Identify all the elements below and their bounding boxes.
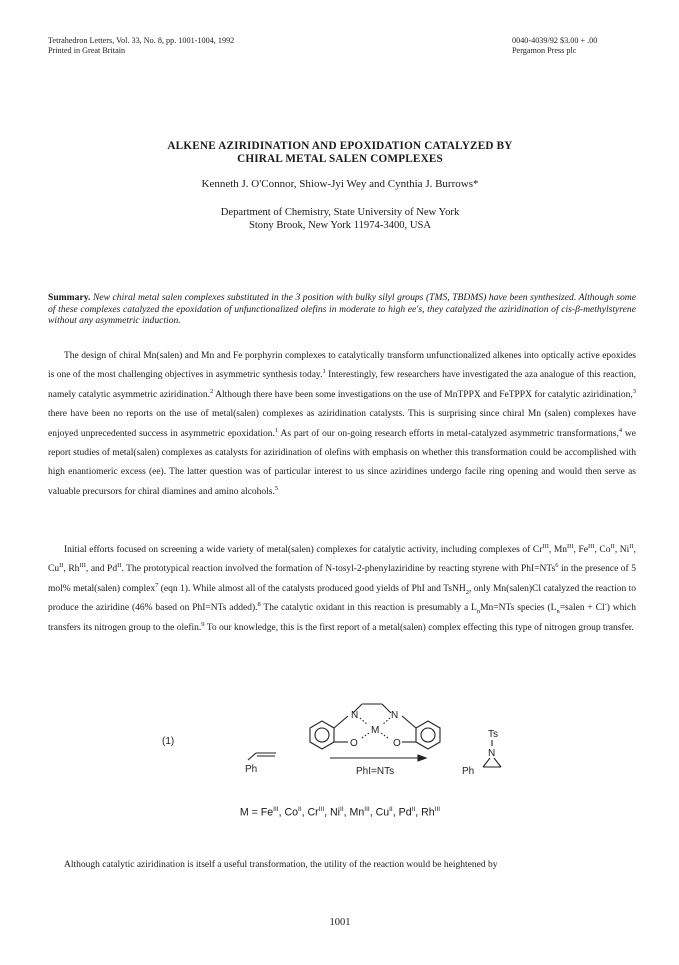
oxidation-state: II bbox=[340, 806, 344, 813]
journal-citation: Tetrahedron Letters, Vol. 33, No. 8, pp. 1001-1004, 1992 bbox=[48, 36, 235, 45]
oxidation-state: II bbox=[59, 562, 64, 570]
text-run: The catalytic oxidant in this reaction is presumably a L bbox=[260, 603, 477, 614]
reference-mark: 2 bbox=[210, 387, 214, 395]
oxidation-state: II bbox=[389, 806, 393, 813]
text-run: , Mn bbox=[343, 806, 365, 819]
equation-label: (1) bbox=[162, 736, 175, 747]
text-run: . The prototypical reaction involved the formation of N-tosyl-2-phenylaziridine by reacting styrene with PhI=NTs bbox=[121, 564, 556, 575]
oxidation-state: II bbox=[117, 562, 122, 570]
summary bbox=[48, 292, 636, 327]
text-run: M = Fe bbox=[239, 806, 274, 819]
reference-mark: 8 bbox=[257, 601, 261, 609]
page-number: 1001 bbox=[329, 917, 351, 928]
text-run: , Fe bbox=[573, 545, 588, 555]
reaction-arrow bbox=[330, 755, 426, 761]
text-run: Initial efforts focused on screening a wide variety of metal(salen) complexes for catalytic activity, including complexes of Cr bbox=[64, 545, 543, 555]
text-run: As part of our on-going research efforts in metal-catalyzed asymmetric transformations, bbox=[278, 428, 619, 439]
body-paragraph-3: Although catalytic aziridination is itself a useful transformation, the utility of the reaction would be heightened by bbox=[64, 860, 498, 870]
superscript: - bbox=[604, 601, 607, 609]
text-run: , Mn bbox=[548, 545, 568, 555]
oxidation-state: III bbox=[542, 542, 549, 550]
catalyst-n-right: N bbox=[391, 710, 399, 721]
text-run: , Cu bbox=[48, 545, 637, 575]
title-line-1: ALKENE AZIRIDINATION AND EPOXIDATION CATALYZED BY bbox=[167, 140, 513, 152]
body-paragraph-2 bbox=[48, 541, 636, 638]
text-run: , Pd bbox=[392, 806, 412, 819]
text-run: The design of chiral Mn(salen) and Mn and Fe porphyrin complexes to catalytically transform unfunctionalized alkenes into optically active epoxides is one of the most challenging objectives in asymmetric synthesis today. bbox=[48, 351, 636, 381]
publisher: Pergamon Press plc bbox=[512, 46, 577, 55]
styrene-structure bbox=[248, 753, 276, 760]
text-run: , Ni bbox=[614, 545, 630, 555]
oxidation-state: III bbox=[79, 562, 86, 570]
oxidation-state: III bbox=[434, 806, 441, 813]
reagent-label: PhI=NTs bbox=[356, 766, 395, 777]
text-run: Interestingly, few researchers have investigated the aza analogue of this reaction, namely catalytic asymmetric aziridination. bbox=[48, 370, 636, 400]
reference-mark: 5 bbox=[274, 484, 279, 492]
text-run: there have been no reports on the use of metal(salen) complexes as aziridination catalysts. This is surprising since chiral Mn (salen) complexes have enjoyed unprecedented success in asymmetric epoxidation. bbox=[48, 409, 636, 439]
subscript: 2 bbox=[465, 588, 469, 596]
metal-list bbox=[60, 806, 620, 819]
body-paragraph-1 bbox=[48, 347, 636, 502]
reference-mark: 3 bbox=[632, 387, 636, 395]
text-run: ) which transfers its nitrogen group to the olefin. bbox=[48, 603, 636, 633]
oxidation-state: II bbox=[298, 806, 302, 813]
authors: Kenneth J. O'Connor, Shiow-Jyi Wey and Cynthia J. Burrows* bbox=[201, 178, 479, 190]
article-code: 0040-4039/92 $3.00 + .00 bbox=[512, 36, 598, 45]
running-header-left bbox=[48, 36, 234, 56]
aziridine-ring bbox=[483, 758, 501, 767]
oxidation-state: III bbox=[273, 806, 279, 813]
running-header-right bbox=[512, 36, 597, 56]
product-n-label: N bbox=[488, 748, 496, 759]
text-run: , Cr bbox=[301, 806, 319, 819]
text-run: To our knowledge, this is the first report of a metal(salen) complex effecting this type of nitrogen group transfer. bbox=[204, 622, 634, 633]
text-run: , Co bbox=[594, 545, 611, 555]
reference-mark: 7 bbox=[155, 581, 159, 589]
summary-label: Summary. bbox=[48, 292, 91, 303]
reference-mark: 1 bbox=[274, 426, 279, 434]
oxidation-state: III bbox=[318, 806, 325, 813]
reference-mark: 6 bbox=[555, 562, 559, 570]
product-ts-label: Ts bbox=[488, 729, 498, 740]
oxidation-state: II bbox=[629, 542, 634, 550]
text-run: =salen + Cl bbox=[559, 603, 605, 614]
affiliation-line-2: Stony Brook, New York 11974-3400, USA bbox=[248, 220, 432, 231]
subscript: n bbox=[476, 608, 481, 616]
reference-mark: 1 bbox=[322, 368, 326, 376]
text-run: , Co bbox=[278, 806, 299, 819]
reference-mark: 9 bbox=[201, 620, 205, 628]
article-title bbox=[60, 140, 620, 166]
text-run: Mn=NTs species (L bbox=[480, 603, 557, 614]
catalyst-o-left: O bbox=[350, 738, 358, 749]
catalyst-o-right: O bbox=[393, 738, 401, 749]
oxidation-state: II bbox=[610, 542, 615, 550]
catalyst-metal: M bbox=[371, 725, 380, 736]
subscript: n bbox=[556, 608, 560, 616]
catalyst-n-left: N bbox=[351, 710, 359, 721]
text-run: , only Mn(salen)Cl catalyzed the reaction to produce the aziridine (46% based on PhI=NTs added). bbox=[48, 583, 636, 614]
printed-in: Printed in Great Britain bbox=[48, 46, 126, 55]
text-run: , and Pd bbox=[85, 564, 118, 575]
text-run: , Cu bbox=[369, 806, 390, 819]
title-line-2: CHIRAL METAL SALEN COMPLEXES bbox=[237, 153, 443, 165]
text-run: , Ni bbox=[324, 806, 341, 819]
oxidation-state: III bbox=[587, 542, 595, 550]
product-ph-label: Ph bbox=[462, 766, 475, 777]
oxidation-state: II bbox=[411, 806, 416, 813]
text-run: in the presence of 5 mol% metal(salen) complex bbox=[48, 564, 636, 594]
oxidation-state: III bbox=[364, 806, 370, 813]
summary-text: New chiral metal salen complexes substituted in the 3 position with bulky silyl groups (TMS, TBDMS) have been synthesized. Although some of these complexes catalyzed the epoxidation of unfunctionalized olefins in moderate to high ee's, they catalyzed the aziridination of cis-β-methylstyrene without any asymmetric induction. bbox=[48, 292, 636, 327]
text-run: , Rh bbox=[415, 806, 435, 819]
reference-mark: 4 bbox=[618, 426, 623, 434]
affiliation-line-1: Department of Chemistry, State University of New York bbox=[220, 207, 460, 218]
text-run: , Rh bbox=[63, 564, 80, 575]
oxidation-state: III bbox=[567, 542, 574, 550]
reaction-scheme bbox=[150, 700, 530, 782]
reactant-ph-label: Ph bbox=[245, 764, 258, 775]
text-run: (eqn 1). While almost all of the catalysts produced good yields of PhI and TsNH bbox=[158, 583, 466, 594]
affiliation bbox=[60, 206, 620, 232]
text-run: Although there have been some investigations on the use of MnTPPX and FeTPPX for catalytic aziridination, bbox=[213, 389, 633, 400]
text-run: we report studies of metal(salen) complexes as catalysts for aziridination of olefins with emphasis on whether this transformation could be accomplished with high enantiomeric excess (ee). The latter question was of particular interest to us since aziridines undergo facile ring opening and would then serve as valuable precursors for chiral diamines and amino alcohols. bbox=[48, 428, 637, 497]
